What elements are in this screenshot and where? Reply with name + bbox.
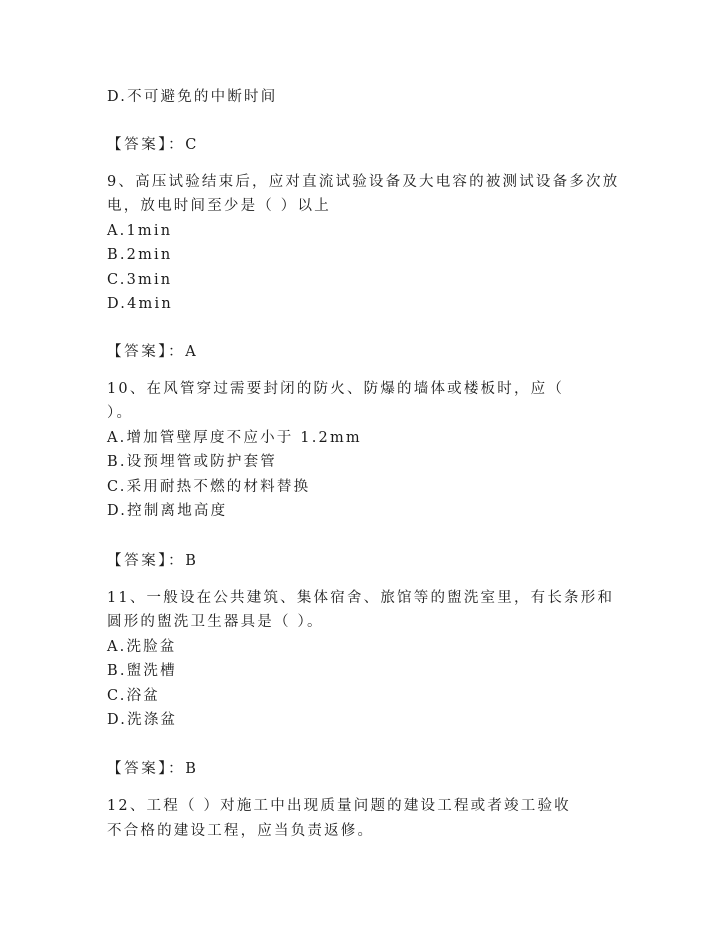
q11-option-d: D.洗涤盆 xyxy=(107,712,178,728)
q9-answer: 【答案】：A xyxy=(107,344,199,360)
q9-stem-line1: 9、高压试验结束后，应对直流试验设备及大电容的被测试设备多次放 xyxy=(107,174,620,190)
q10-option-c: C.采用耐热不燃的材料替换 xyxy=(107,479,311,495)
q11-option-a: A.洗脸盆 xyxy=(107,639,177,655)
q9-option-c: C.3min xyxy=(107,272,173,288)
q10-option-d: D.控制离地高度 xyxy=(107,503,228,519)
q12-stem-line1: 12、工程（ ）对施工中出现质量问题的建设工程或者竣工验收 xyxy=(107,798,571,814)
q11-option-b: B.盥洗槽 xyxy=(107,663,177,679)
q11-stem-line1: 11、一般设在公共建筑、集体宿舍、旅馆等的盥洗室里，有长条形和 xyxy=(107,590,615,606)
q10-stem-line2: ）。 xyxy=(107,405,134,421)
q10-answer: 【答案】：B xyxy=(107,553,199,569)
q12-stem-line2: 不合格的建设工程，应当负责返修。 xyxy=(107,823,375,839)
q10-option-a: A.增加管壁厚度不应小于 1.2mm xyxy=(107,430,362,446)
q9-option-a: A.1min xyxy=(107,223,173,239)
q11-option-c: C.浴盆 xyxy=(107,688,160,704)
q11-answer: 【答案】：B xyxy=(107,761,199,777)
q9-stem-line2: 电，放电时间至少是（ ）以上 xyxy=(107,198,331,214)
q11-stem-line2: 圆形的盥洗卫生器具是（ ）。 xyxy=(107,614,324,630)
q9-option-d: D.4min xyxy=(107,296,173,312)
prev-answer: 【答案】：C xyxy=(107,137,199,153)
q10-stem-line1: 10、在风管穿过需要封闭的防火、防爆的墙体或楼板时，应（ xyxy=(107,381,565,397)
prev-option-d: D.不可避免的中断时间 xyxy=(107,89,278,105)
q9-option-b: B.2min xyxy=(107,247,173,263)
q10-option-b: B.设预埋管或防护套管 xyxy=(107,454,277,470)
